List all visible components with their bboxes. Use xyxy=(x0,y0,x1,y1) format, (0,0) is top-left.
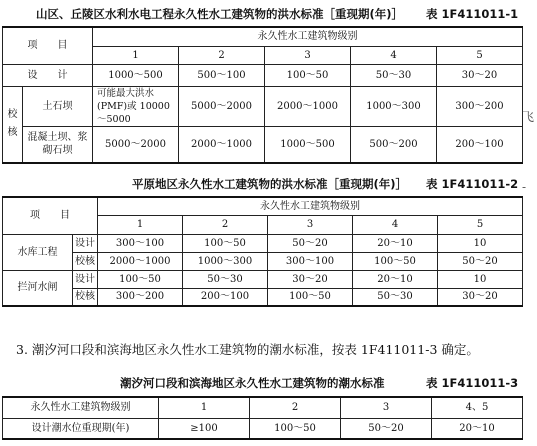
table2 xyxy=(2,196,523,307)
table3-number: 表 1F411011-3 xyxy=(426,376,519,390)
margin-mark-1: 飞 xyxy=(522,110,535,124)
table1 xyxy=(2,26,523,164)
table2-barrage-design-2: 50～30 xyxy=(183,270,268,288)
table2-reservoir-design-1: 300～100 xyxy=(98,234,183,252)
table2-reservoir-design-label: 设计 xyxy=(73,234,98,252)
table2-barrage-design-label: 设计 xyxy=(73,270,98,288)
table3-level-3: 3 xyxy=(341,397,432,418)
table1-earth-2: 5000～2000 xyxy=(179,86,265,126)
table3-row1-label: 永久性水工建筑物级别 xyxy=(3,397,159,418)
table1-design-label: 设 计 xyxy=(3,64,93,86)
table1-level-3: 3 xyxy=(265,46,351,64)
table1-concrete-3: 1000～500 xyxy=(265,126,351,163)
table3-value-2: 100～50 xyxy=(250,418,341,439)
note-paragraph: 3. 潮汐河口段和滨海地区永久性水工建筑物的潮水标准，按表 1F411011-3 确定。 xyxy=(16,342,479,357)
table1-level-2: 2 xyxy=(179,46,265,64)
table3-row2-label: 设计潮水位重现期(年) xyxy=(3,418,159,439)
table2-barrage-design-5: 10 xyxy=(438,270,523,288)
table2-number: 表 1F411011-2 xyxy=(426,177,519,191)
table2-header-item: 项 目 xyxy=(3,197,98,234)
table2-barrage-design-4: 20～10 xyxy=(353,270,438,288)
table2-level-5: 5 xyxy=(438,215,523,234)
table1-earth-1: 可能最大洪水(PMF)或 10000～5000 xyxy=(93,86,179,126)
table2-barrage-label: 拦河水闸 xyxy=(3,270,73,306)
table2-barrage-check-1: 300～200 xyxy=(98,288,183,306)
table3-caption xyxy=(0,373,537,393)
table1-concrete-4: 500～200 xyxy=(351,126,437,163)
table2-reservoir-check-3: 300～100 xyxy=(268,252,353,270)
table2-barrage-check-3: 100～50 xyxy=(268,288,353,306)
table1-earth-label: 土石坝 xyxy=(23,86,93,126)
table3-value-45: 20～10 xyxy=(432,418,523,439)
table2-title: 平原地区永久性水工建筑物的洪水标准［重现期(年)］ xyxy=(132,177,408,191)
table2-level-1: 1 xyxy=(98,215,183,234)
table1-level-1: 1 xyxy=(93,46,179,64)
table3 xyxy=(2,396,523,440)
table2-reservoir-check-label: 校核 xyxy=(73,252,98,270)
table1-earth-4: 1000～300 xyxy=(351,86,437,126)
table3-level-1: 1 xyxy=(159,397,250,418)
table3-level-45: 4、5 xyxy=(432,397,523,418)
table2-barrage-check-5: 30～20 xyxy=(438,288,523,306)
table1-design-1: 1000～500 xyxy=(93,64,179,86)
table2-reservoir-design-3: 50～20 xyxy=(268,234,353,252)
margin-mark-2: - xyxy=(522,180,527,194)
table2-barrage-design-3: 30～20 xyxy=(268,270,353,288)
table1-earth-5: 300～200 xyxy=(437,86,523,126)
table2-level-2: 2 xyxy=(183,215,268,234)
table2-barrage-check-label: 校核 xyxy=(73,288,98,306)
table2-reservoir-design-4: 20～10 xyxy=(353,234,438,252)
table2-level-3: 3 xyxy=(268,215,353,234)
table3-level-2: 2 xyxy=(250,397,341,418)
table3-title: 潮汐河口段和滨海地区永久性水工建筑物的潮水标准 xyxy=(120,376,385,390)
table2-reservoir-design-5: 10 xyxy=(438,234,523,252)
table1-concrete-1: 5000～2000 xyxy=(93,126,179,163)
table2-reservoir-label: 水库工程 xyxy=(3,234,73,270)
table2-reservoir-design-2: 100～50 xyxy=(183,234,268,252)
table1-design-4: 50～30 xyxy=(351,64,437,86)
table2-reservoir-check-5: 50～20 xyxy=(438,252,523,270)
table1-level-5: 5 xyxy=(437,46,523,64)
table2-barrage-check-2: 200～100 xyxy=(183,288,268,306)
table1-concrete-2: 2000～1000 xyxy=(179,126,265,163)
table2-caption xyxy=(0,174,537,194)
table1-concrete-label: 混凝土坝、浆砌石坝 xyxy=(23,126,93,163)
table1-title: 山区、丘陵区水利水电工程永久性水工建筑物的洪水标准［重现期(年)］ xyxy=(36,7,404,21)
table2-reservoir-check-4: 100～50 xyxy=(353,252,438,270)
table2-reservoir-check-2: 1000～300 xyxy=(183,252,268,270)
table3-value-1: ≥100 xyxy=(159,418,250,439)
table1-level-4: 4 xyxy=(351,46,437,64)
table1-caption xyxy=(0,4,537,24)
table1-earth-3: 2000～1000 xyxy=(265,86,351,126)
table1-design-2: 500～100 xyxy=(179,64,265,86)
table1-design-3: 100～50 xyxy=(265,64,351,86)
table1-check-label: 校核 xyxy=(3,86,23,163)
table1-header-class: 永久性水工建筑物级别 xyxy=(93,27,523,46)
table2-header-class: 永久性水工建筑物级别 xyxy=(98,197,523,215)
table3-value-3: 50～20 xyxy=(341,418,432,439)
table2-barrage-check-4: 50～30 xyxy=(353,288,438,306)
table1-header-item: 项 目 xyxy=(3,27,93,64)
table2-reservoir-check-1: 2000～1000 xyxy=(98,252,183,270)
table1-concrete-5: 200～100 xyxy=(437,126,523,163)
table2-barrage-design-1: 100～50 xyxy=(98,270,183,288)
table1-design-5: 30～20 xyxy=(437,64,523,86)
table2-level-4: 4 xyxy=(353,215,438,234)
table1-number: 表 1F411011-1 xyxy=(426,7,519,21)
